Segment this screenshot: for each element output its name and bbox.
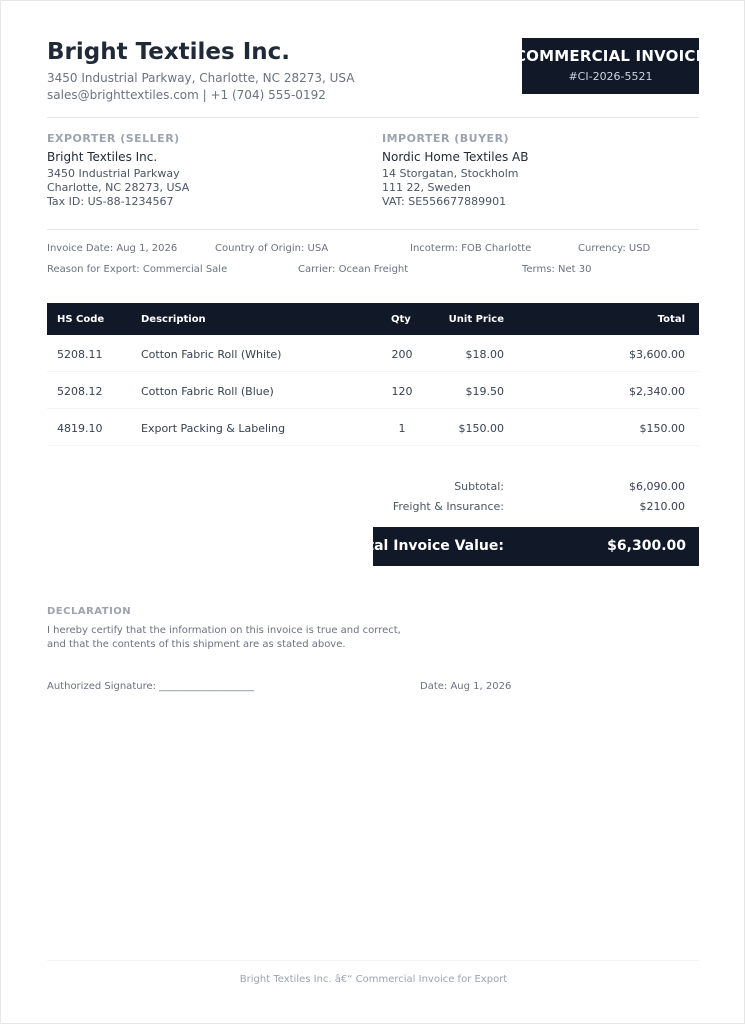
- subtotal-value: $6,090.00: [629, 480, 685, 493]
- meta-country-of-origin: Country of Origin: USA: [215, 243, 329, 254]
- subtotal-label: Subtotal:: [454, 480, 504, 493]
- cell-qty: 200: [391, 348, 413, 361]
- meta-currency: Currency: USD: [578, 243, 651, 254]
- cell-total: $150.00: [639, 422, 685, 435]
- company-address: 3450 Industrial Parkway, Charlotte, NC 28273, USA: [47, 71, 355, 85]
- document-title-box: [514, 38, 707, 94]
- cell-description: Export Packing & Labeling: [141, 422, 286, 435]
- meta-incoterm: Incoterm: FOB Charlotte: [410, 243, 532, 254]
- meta-invoice-date: Invoice Date: Aug 1, 2026: [47, 243, 178, 254]
- cell-qty: 1: [398, 422, 406, 435]
- table-row: [47, 372, 699, 409]
- importer-address-line: 14 Storgatan, Stockholm: [382, 167, 519, 180]
- authorized-signature-line: Authorized Signature: ___________________: [47, 681, 255, 692]
- invoice-number: #CI-2026-5521: [568, 70, 653, 83]
- exporter-name: Bright Textiles Inc.: [47, 150, 158, 164]
- divider: [47, 229, 699, 230]
- cell-unit-price: $19.50: [465, 385, 504, 398]
- freight-insurance-label: Freight & Insurance:: [392, 500, 504, 513]
- table-header: [47, 303, 699, 335]
- column-header-total: Total: [657, 314, 685, 325]
- cell-qty: 120: [391, 385, 413, 398]
- cell-unit-price: $18.00: [465, 348, 504, 361]
- cell-hs-code: 4819.10: [57, 422, 103, 435]
- declaration-heading: DECLARATION: [47, 606, 132, 617]
- document-title: COMMERCIAL INVOICE: [514, 47, 707, 65]
- column-header-description: Description: [141, 314, 206, 325]
- exporter-heading: EXPORTER (SELLER): [47, 132, 180, 145]
- meta-reason-for-export: Reason for Export: Commercial Sale: [47, 264, 228, 275]
- cell-description: Cotton Fabric Roll (Blue): [141, 385, 274, 398]
- footer-text: Bright Textiles Inc. â€“ Commercial Invoice for Export: [239, 974, 508, 985]
- meta-carrier: Carrier: Ocean Freight: [298, 264, 409, 275]
- exporter-city-line: Charlotte, NC 28273, USA: [47, 181, 190, 194]
- importer-vat: VAT: SE556677889901: [382, 195, 507, 208]
- company-contact: sales@brighttextiles.com | +1 (704) 555-0192: [47, 88, 326, 102]
- cell-hs-code: 5208.11: [57, 348, 103, 361]
- table-row: [47, 409, 699, 446]
- divider: [47, 117, 699, 118]
- meta-terms: Terms: Net 30: [522, 264, 592, 275]
- declaration-text-line: I hereby certify that the information on this invoice is true and correct,: [47, 625, 401, 636]
- declaration-date: Date: Aug 1, 2026: [420, 681, 512, 692]
- total-invoice-value: $6,300.00: [607, 538, 686, 554]
- cell-total: $2,340.00: [629, 385, 685, 398]
- column-header-unit-price: Unit Price: [448, 314, 504, 325]
- declaration-text-line: and that the contents of this shipment are as stated above.: [47, 639, 346, 650]
- cell-hs-code: 5208.12: [57, 385, 103, 398]
- column-header-hs-code: HS Code: [57, 314, 105, 325]
- total-invoice-value-box: [350, 527, 699, 566]
- importer-name: Nordic Home Textiles AB: [382, 150, 529, 164]
- cell-total: $3,600.00: [629, 348, 685, 361]
- total-invoice-value-label: Total Invoice Value:: [350, 538, 504, 554]
- cell-unit-price: $150.00: [458, 422, 504, 435]
- importer-city-line: 111 22, Sweden: [382, 181, 471, 194]
- freight-insurance-value: $210.00: [639, 500, 685, 513]
- company-name: Bright Textiles Inc.: [47, 39, 291, 65]
- footer-divider: [47, 960, 699, 961]
- exporter-tax-id: Tax ID: US-88-1234567: [47, 195, 174, 208]
- importer-heading: IMPORTER (BUYER): [382, 132, 510, 145]
- exporter-address-line: 3450 Industrial Parkway: [47, 167, 180, 180]
- column-header-qty: Qty: [391, 314, 411, 325]
- cell-description: Cotton Fabric Roll (White): [141, 348, 282, 361]
- table-row: [47, 335, 699, 372]
